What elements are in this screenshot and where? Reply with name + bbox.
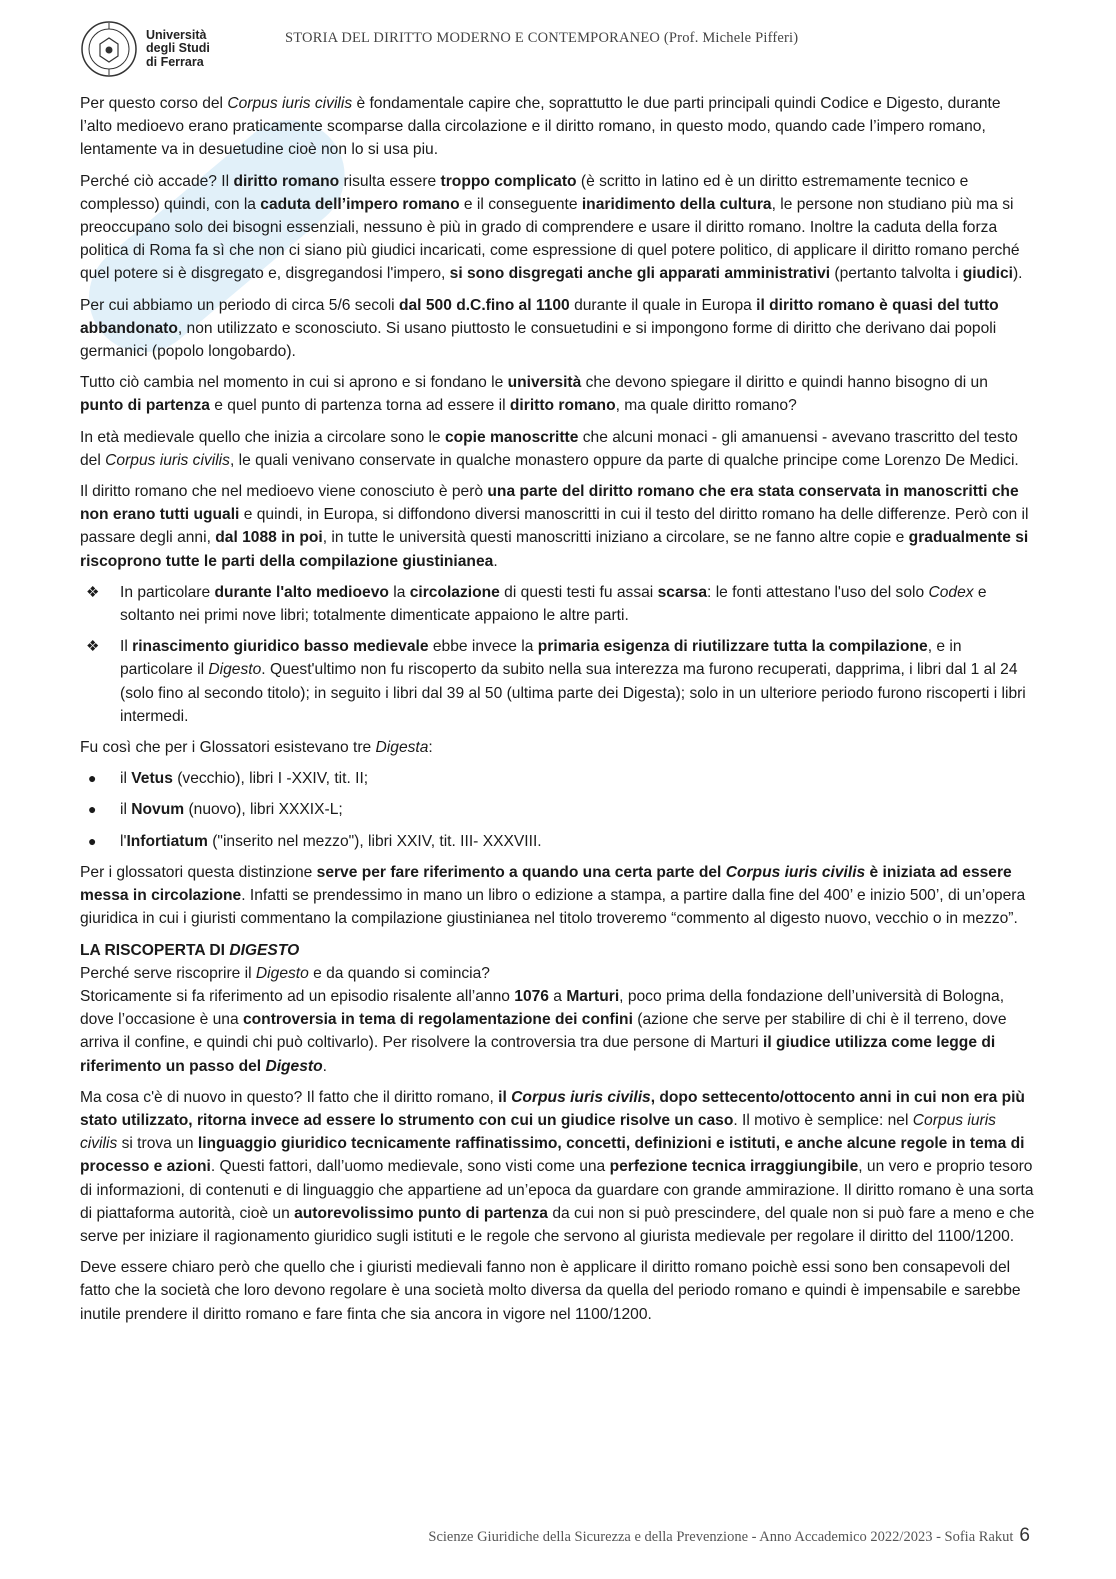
document-body — [80, 92, 1035, 1334]
list-item — [80, 798, 1035, 821]
dot-bullet-icon: ● — [88, 770, 97, 787]
university-logo — [80, 20, 210, 78]
list-item — [80, 767, 1035, 790]
paragraph: Tutto ciò cambia nel momento in cui si aprono e si fondano le università che devono spiegare il diritto e quindi hanno bisogno di un punto di partenza e quel punto di partenza torna ad essere il diritto romano, ma quale diritto romano? — [80, 374, 988, 415]
paragraph: Fu così che per i Glossatori esistevano tre Digesta: — [80, 739, 433, 757]
list-item-text: Il rinascimento giuridico basso medievale ebbe invece la primaria esigenza di riutilizzare tutta la compilazione, e in particolare il Digesto. Quest'ultimo non fu riscoperto da subito nella sua interezza ma furono recuperati, dapprima, i libri dal 1 al 24 (solo fino al secondo titolo); in seguito i libri dal 39 al 50 (ultima parte dei Digesta); solo in un ulteriore periodo furono riscoperti i libri intermedi. — [120, 638, 1026, 725]
page-footer — [428, 1525, 1030, 1547]
course-title: STORIA DEL DIRITTO MODERNO E CONTEMPORANEO (Prof. Michele Pifferi) — [285, 30, 799, 46]
paragraph: Per i glossatori questa distinzione serve per fare riferimento a quando una certa parte del Corpus iuris civilis è iniziata ad essere messa in circolazione. Infatti se prendessimo in mano un libro o edizione a stampa, a partire dalla fine del 400’ e inizio 500’, di un’opera giuridica in cui i giuristi commentano la compilazione giustinianea nel titolo troveremo “commento al digesto nuovo, vecchio o in mezzo”. — [80, 863, 1026, 928]
footer-text: Scienze Giuridiche della Sicurezza e della Prevenzione - Anno Accademico 2022/2023 - Sofia Rakut — [428, 1529, 1014, 1545]
digesta-list — [80, 767, 1035, 853]
paragraph: Deve essere chiaro però che quello che i giuristi medievali fanno non è applicare il diritto romano poichè essi sono ben consapevoli del fatto che la società che loro devono regolare è una società molto diversa da quella del periodo romano e quindi è impensabile e sarebbe inutile prendere il diritto romano e fare finta che sia ancora in vigore nel 1100/1200. — [80, 1259, 1021, 1323]
university-name-line: di Ferrara — [146, 54, 204, 69]
section-heading: LA RISCOPERTA DI DIGESTO — [80, 941, 300, 959]
paragraph: Il diritto romano che nel medioevo viene conosciuto è però una parte del diritto romano che era stata conservata in manoscritti che non erano tutti uguali e quindi, in Europa, si diffondono diversi manoscritti in cui il testo del diritto romano ha delle differenze. Però con il passare degli anni, dal 1088 in poi, in tutte le università questi manoscritti iniziano a circolare, se ne fanno altre copie e gradualmente si riscoprono tutte le parti della compilazione giustinianea. — [80, 483, 1029, 570]
page-number: 6 — [1019, 1525, 1030, 1546]
diamond-bullet-list — [80, 581, 1035, 728]
dot-bullet-icon: ● — [88, 832, 97, 849]
list-item-text: In particolare durante l'alto medioevo la circolazione di questi testi fu assai scarsa: le fonti attestano l'uso del solo Codex e soltanto nei primi nove libri; totalmente dimenticate appaiono le altre parti. — [120, 583, 987, 625]
diamond-bullet-icon: ❖ — [86, 638, 100, 656]
page-header — [80, 20, 1040, 80]
diamond-bullet-icon: ❖ — [86, 583, 100, 601]
list-item — [80, 581, 1035, 627]
paragraph: Perché ciò accade? Il diritto romano risulta essere troppo complicato (è scritto in latino ed è un diritto estremamente tecnico e complesso) quindi, con la caduta dell’impero romano e il conseguente inaridimento della cultura, le persone non studiano più ma si preoccupano solo dei bisogni essenziali, nessuno è più in grado di comprendere e usare il diritto romano. Inoltre la caduta della forza politica di Roma fa sì che non ci siano più giudici incaricati, come espressione di quel potere politico, di applicare il diritto romano perché quel potere si è disgregato e, disgregandosi l'impero, si sono disgregati anche gli apparati amministrativi (pertanto talvolta i giudici). — [80, 172, 1023, 283]
university-name-line: Università — [146, 27, 207, 42]
paragraph: In età medievale quello che inizia a circolare sono le copie manoscritte che alcuni monaci - gli amanuensi - avevano trascritto del testo del Corpus iuris civilis, le quali venivano conservate in qualche monastero oppure da parte di qualche principe come Lorenzo De Medici. — [80, 428, 1019, 469]
list-item-text: il Novum (nuovo), libri XXXIX-L; — [120, 801, 343, 819]
university-seal-icon — [80, 20, 138, 78]
paragraph: Storicamente si fa riferimento ad un episodio risalente all’anno 1076 a Marturi, poco prima della fondazione dell’università di Bologna, dove l’occasione è una controversia in tema di regolamentazione dei confini (azione che serve per stabilire di chi è il terreno, dove arriva il confine, e quindi chi può coltivarlo). Per risolvere la controversia tra due persone di Marturi il giudice utilizza come legge di riferimento un passo del Digesto. — [80, 987, 1007, 1075]
university-name — [146, 29, 210, 70]
paragraph: Per questo corso del Corpus iuris civilis è fondamentale capire che, soprattutto le due parti principali quindi Codice e Digesto, durante l’alto medioevo erano praticamente scomparse dalla circolazione e il diritto romano, in questo modo, quando cade l’impero romano, lentamente va in desuetudine cioè non lo si usa piu. — [80, 95, 1001, 159]
paragraph: Perché serve riscoprire il Digesto e da quando si comincia? — [80, 964, 490, 982]
list-item — [80, 635, 1035, 728]
list-item-text: l'Infortiatum ("inserito nel mezzo"), libri XXIV, tit. III- XXXVIII. — [120, 832, 542, 850]
university-name-line: degli Studi — [146, 41, 210, 56]
paragraph: Ma cosa c'è di nuovo in questo? Il fatto che il diritto romano, il Corpus iuris civilis, dopo settecento/ottocento anni in cui non era più stato utilizzato, ritorna invece ad essere lo strumento con cui un giudice risolve un caso. Il motivo è semplice: nel Corpus iuris civilis si trova un linguaggio giuridico tecnicamente raffinatissimo, concetti, definizioni e istituti, e anche alcune regole in tema di processo e azioni. Questi fattori, dall’uomo medievale, sono visti come una perfezione tecnica irraggiungibile, un vero e proprio tesoro di informazioni, di contenuti e di linguaggio che appartiene ad un’epoca da guardare con grande ammirazione. Il diritto romano è una sorta di piattaforma autorità, cioè un autorevolissimo punto di partenza da cui non si può prescindere, del quale non si può fare a meno e che serve per iniziare il ragionamento giuridico sugli istituti e le regole che servono al giurista medievale per regolare il diritto del 1100/1200. — [80, 1088, 1035, 1245]
dot-bullet-icon: ● — [88, 801, 97, 818]
list-item-text: il Vetus (vecchio), libri I -XXIV, tit. II; — [120, 770, 369, 788]
list-item — [80, 830, 1035, 853]
paragraph: Per cui abbiamo un periodo di circa 5/6 secoli dal 500 d.C.fino al 1100 durante il quale in Europa il diritto romano è quasi del tutto abbandonato, non utilizzato e sconosciuto. Si usano piuttosto le consuetudini e si impongono forme di diritto che derivano dai popoli germanici (popolo longobardo). — [80, 296, 999, 361]
